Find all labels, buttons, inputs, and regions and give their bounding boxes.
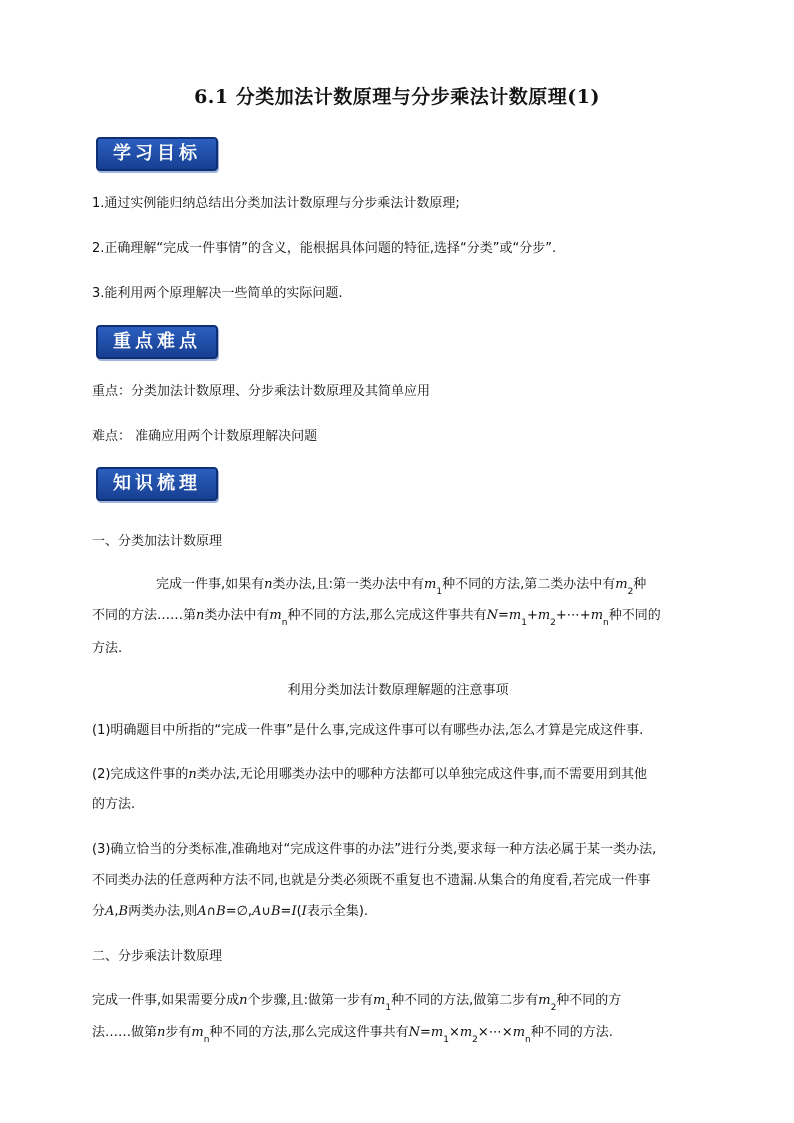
page-title: 6.1 分类加法计数原理与分步乘法计数原理(1) xyxy=(194,86,600,108)
goal-2: 2.正确理解“完成一件事情”的含义，能根据具体问题的特征,选择“分类”或“分步”. xyxy=(92,241,557,256)
key-point: 重点：分类加法计数原理、分步乘法计数原理及其简单应用 xyxy=(92,384,431,399)
section2-line1: 完成一件事,如果需要分成n个步骤,且:做第一步有$m_1$种不同的方法,做第二步有$m_2$种不同的方 xyxy=(92,993,622,1013)
badge-key-difficulty: 重点难点 xyxy=(96,325,218,359)
note-3-line1: (3)确立恰当的分类标准,准确地对“完成这件事的办法”进行分类,要求每一种方法必属于某一类办法, xyxy=(92,842,657,857)
difficulty-point: 难点： 准确应用两个计数原理解决问题 xyxy=(92,429,318,444)
section1-line3: 方法. xyxy=(92,641,123,656)
note-3-line3: 分A,B两类办法,则A∩B=∅,A∪B=I(I表示全集). xyxy=(92,904,369,919)
section1-heading: 一、分类加法计数原理 xyxy=(92,534,223,549)
note-2-line1: (2)完成这件事的n类办法,无论用哪类办法中的哪种方法都可以单独完成这件事,而不需要用到其他 xyxy=(92,767,648,782)
section2-heading: 二、分步乘法计数原理 xyxy=(92,949,223,964)
badge-learning-goals: 学习目标 xyxy=(96,137,218,171)
note-2-line2: 的方法. xyxy=(92,797,136,812)
goal-1: 1.通过实例能归纳总结出分类加法计数原理与分步乘法计数原理; xyxy=(92,196,460,211)
goal-3: 3.能利用两个原理解决一些简单的实际问题. xyxy=(92,286,343,301)
note-1: (1)明确题目中所指的“完成一件事”是什么事,完成这件事可以有哪些办法,怎么才算是完成这件事. xyxy=(92,723,644,738)
note-3-line2: 不同类办法的任意两种方法不同,也就是分类必须既不重复也不遗漏.从集合的角度看,若完成一件事 xyxy=(92,873,651,888)
badge-knowledge-review: 知识梳理 xyxy=(96,467,218,501)
section1-line2: 不同的方法……第n类办法中有$m_n$种不同的方法,那么完成这件事共有$N=m_1+m_2+\cdots+m_n$种不同的 xyxy=(92,608,661,628)
section1-line1: 完成一件事,如果有n类办法,且:第一类办法中有$m_1$种不同的方法,第二类办法中有$m_2$种 xyxy=(156,577,647,597)
section2-line2: 法……做第n步有$m_n$种不同的方法,那么完成这件事共有$N=m_1\times m_2\times\cdots\times m_n$种不同的方法. xyxy=(92,1025,613,1045)
notes-title: 利用分类加法计数原理解题的注意事项 xyxy=(287,683,509,698)
